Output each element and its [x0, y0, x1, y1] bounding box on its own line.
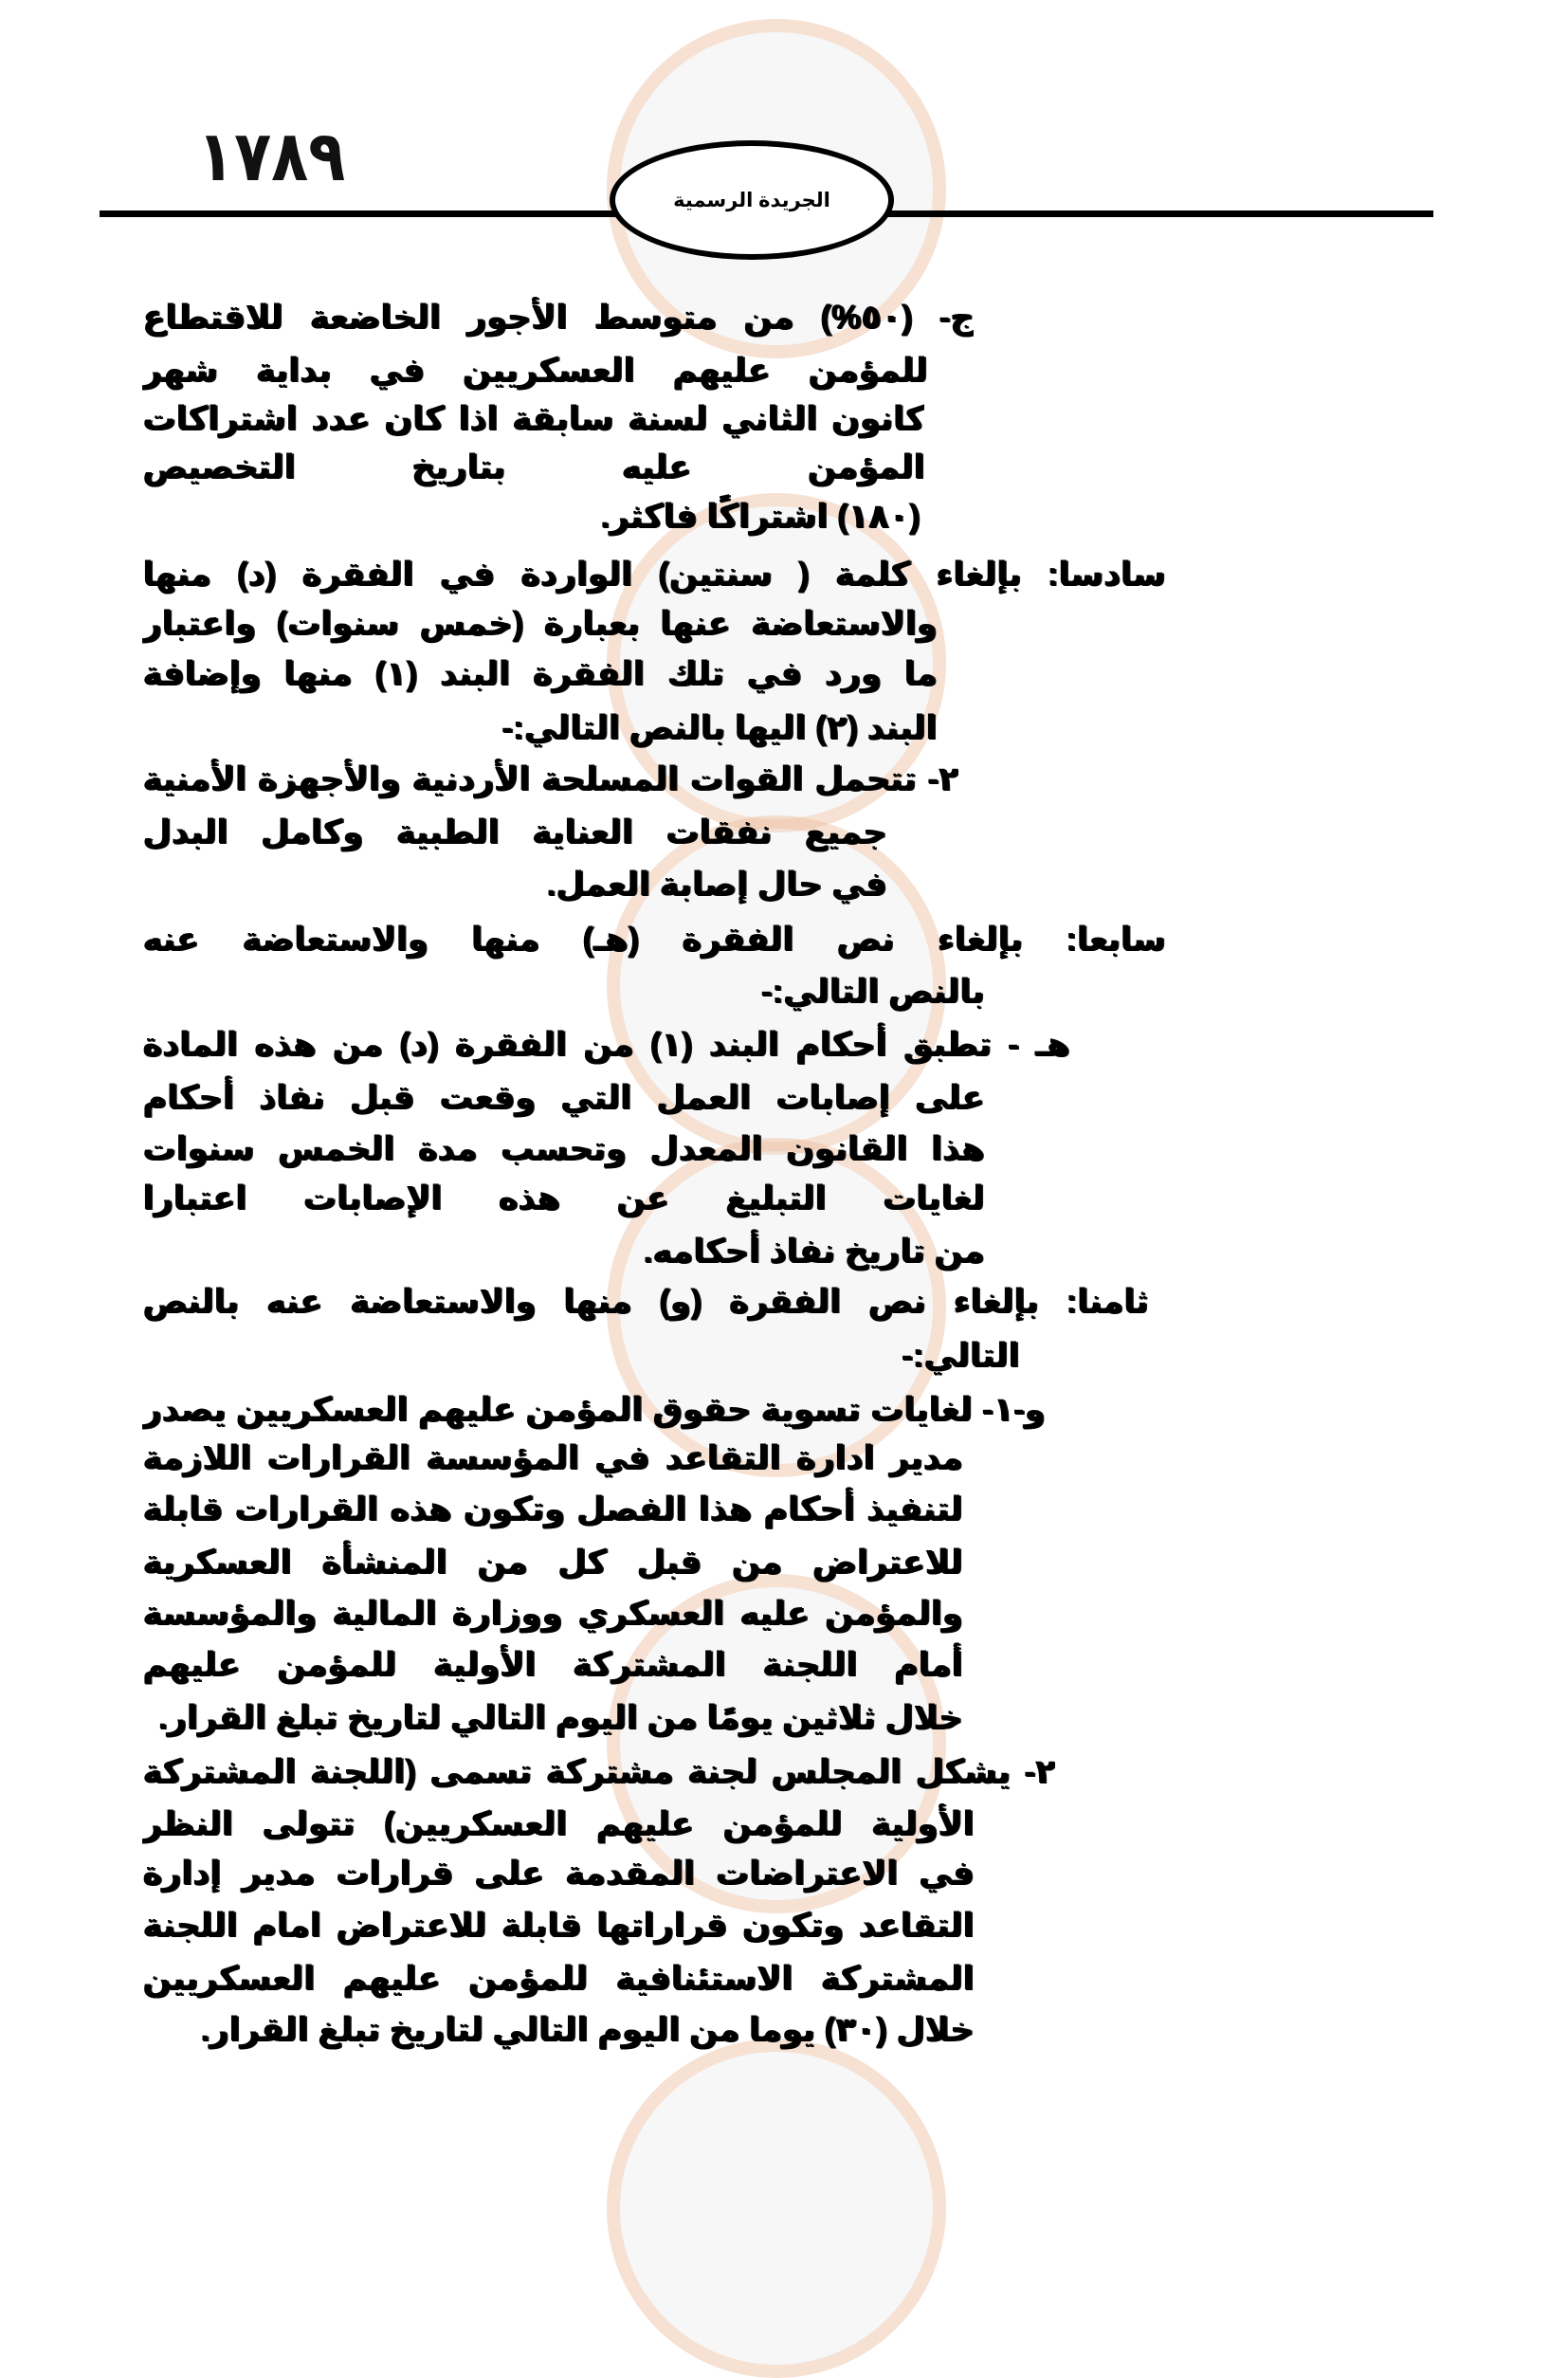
text-line: أمام اللجنة المشتركة الأولية للمؤمن عليهم [142, 1646, 962, 1683]
text-line: التقاعد وتكون قراراتها قابلة للاعتراض امام اللجنة [142, 1907, 974, 1944]
text-line: هـ - تطبق أحكام البند (١) من الفقرة (د) من هذه المادة [142, 1026, 1069, 1063]
text-line: مدير ادارة التقاعد في المؤسسة القرارات اللازمة [142, 1439, 962, 1476]
text-line: هذا القانون المعدل وتحسب مدة الخمس سنوات [142, 1130, 984, 1167]
text-line: الأولية للمؤمن عليهم العسكريين) تتولى النظر [142, 1805, 974, 1842]
text-line: جميع نفقات العناية الطبية وكامل البدل [142, 814, 886, 851]
text-line: والاستعاضة عنها بعبارة (خمس سنوات) واعتبار [142, 605, 937, 642]
text-line: للاعتراض من قبل كل من المنشأة العسكرية [142, 1544, 962, 1581]
text-line: سادسا: بإلغاء كلمة ( سنتين) الواردة في الفقرة (د) منها [142, 556, 1165, 593]
text-line: في الاعتراضات المقدمة على قرارات مدير إدارة [142, 1855, 974, 1892]
text-line: ما ورد في تلك الفقرة البند (١) منها وإضافة [142, 655, 937, 692]
text-line: (١٨٠) اشتراكًا فاكثر. [599, 498, 920, 535]
text-line: كانون الثاني لسنة سابقة اذا كان عدد اشتراكات [142, 400, 924, 437]
text-line: ٢- يشكل المجلس لجنة مشتركة تسمى (اللجنة المشتركة [142, 1753, 1055, 1790]
text-line: المؤمن عليه بتاريخ التخصيص [142, 448, 924, 485]
text-line: والمؤمن عليه العسكري ووزارة المالية والمؤسسة [142, 1595, 962, 1632]
text-line: ج- (٥٠%) من متوسط الأجور الخاضعة للاقتطاع [142, 299, 974, 336]
text-line: البند (٢) اليها بالنص التالي:- [501, 709, 937, 746]
text-line: في حال إصابة العمل. [546, 866, 886, 903]
text-line: خلال ثلاثين يومًا من اليوم التالي لتاريخ تبلغ القرار. [157, 1699, 962, 1736]
text-line: خلال (٣٠) يوما من اليوم التالي لتاريخ تبلغ القرار. [200, 2011, 974, 2048]
gazette-title: الجريدة الرسمية [673, 189, 830, 211]
text-line: المشتركة الاستئنافية للمؤمن عليهم العسكريين [142, 1960, 974, 1997]
text-line: سابعا: بإلغاء نص الفقرة (هـ) منها والاستعاضة عنه [142, 921, 1165, 958]
text-line: بالنص التالي:- [760, 973, 984, 1010]
gazette-seal [610, 140, 894, 260]
text-line: و-١- لغايات تسوية حقوق المؤمن عليهم العسكريين يصدر [142, 1391, 1045, 1428]
text-line: لتنفيذ أحكام هذا الفصل وتكون هذه القرارات قابلة [142, 1491, 962, 1527]
text-line: ثامنا: بإلغاء نص الفقرة (و) منها والاستعاضة عنه بالنص [142, 1283, 1148, 1320]
text-line: للمؤمن عليهم العسكريين في بداية شهر [142, 352, 927, 389]
text-line: من تاريخ نفاذ أحكامه. [643, 1233, 984, 1270]
watermark-clock-6 [607, 2039, 946, 2378]
text-line: على إصابات العمل التي وقعت قبل نفاذ أحكام [142, 1079, 984, 1116]
text-line: التالي:- [901, 1337, 1019, 1374]
text-line: ٢- تتحمل القوات المسلحة الأردنية والأجهزة الأمنية [142, 760, 958, 797]
page-number: ١٧٨٩ [197, 117, 346, 196]
text-line: لغايات التبليغ عن هذه الإصابات اعتبارا [142, 1180, 984, 1216]
